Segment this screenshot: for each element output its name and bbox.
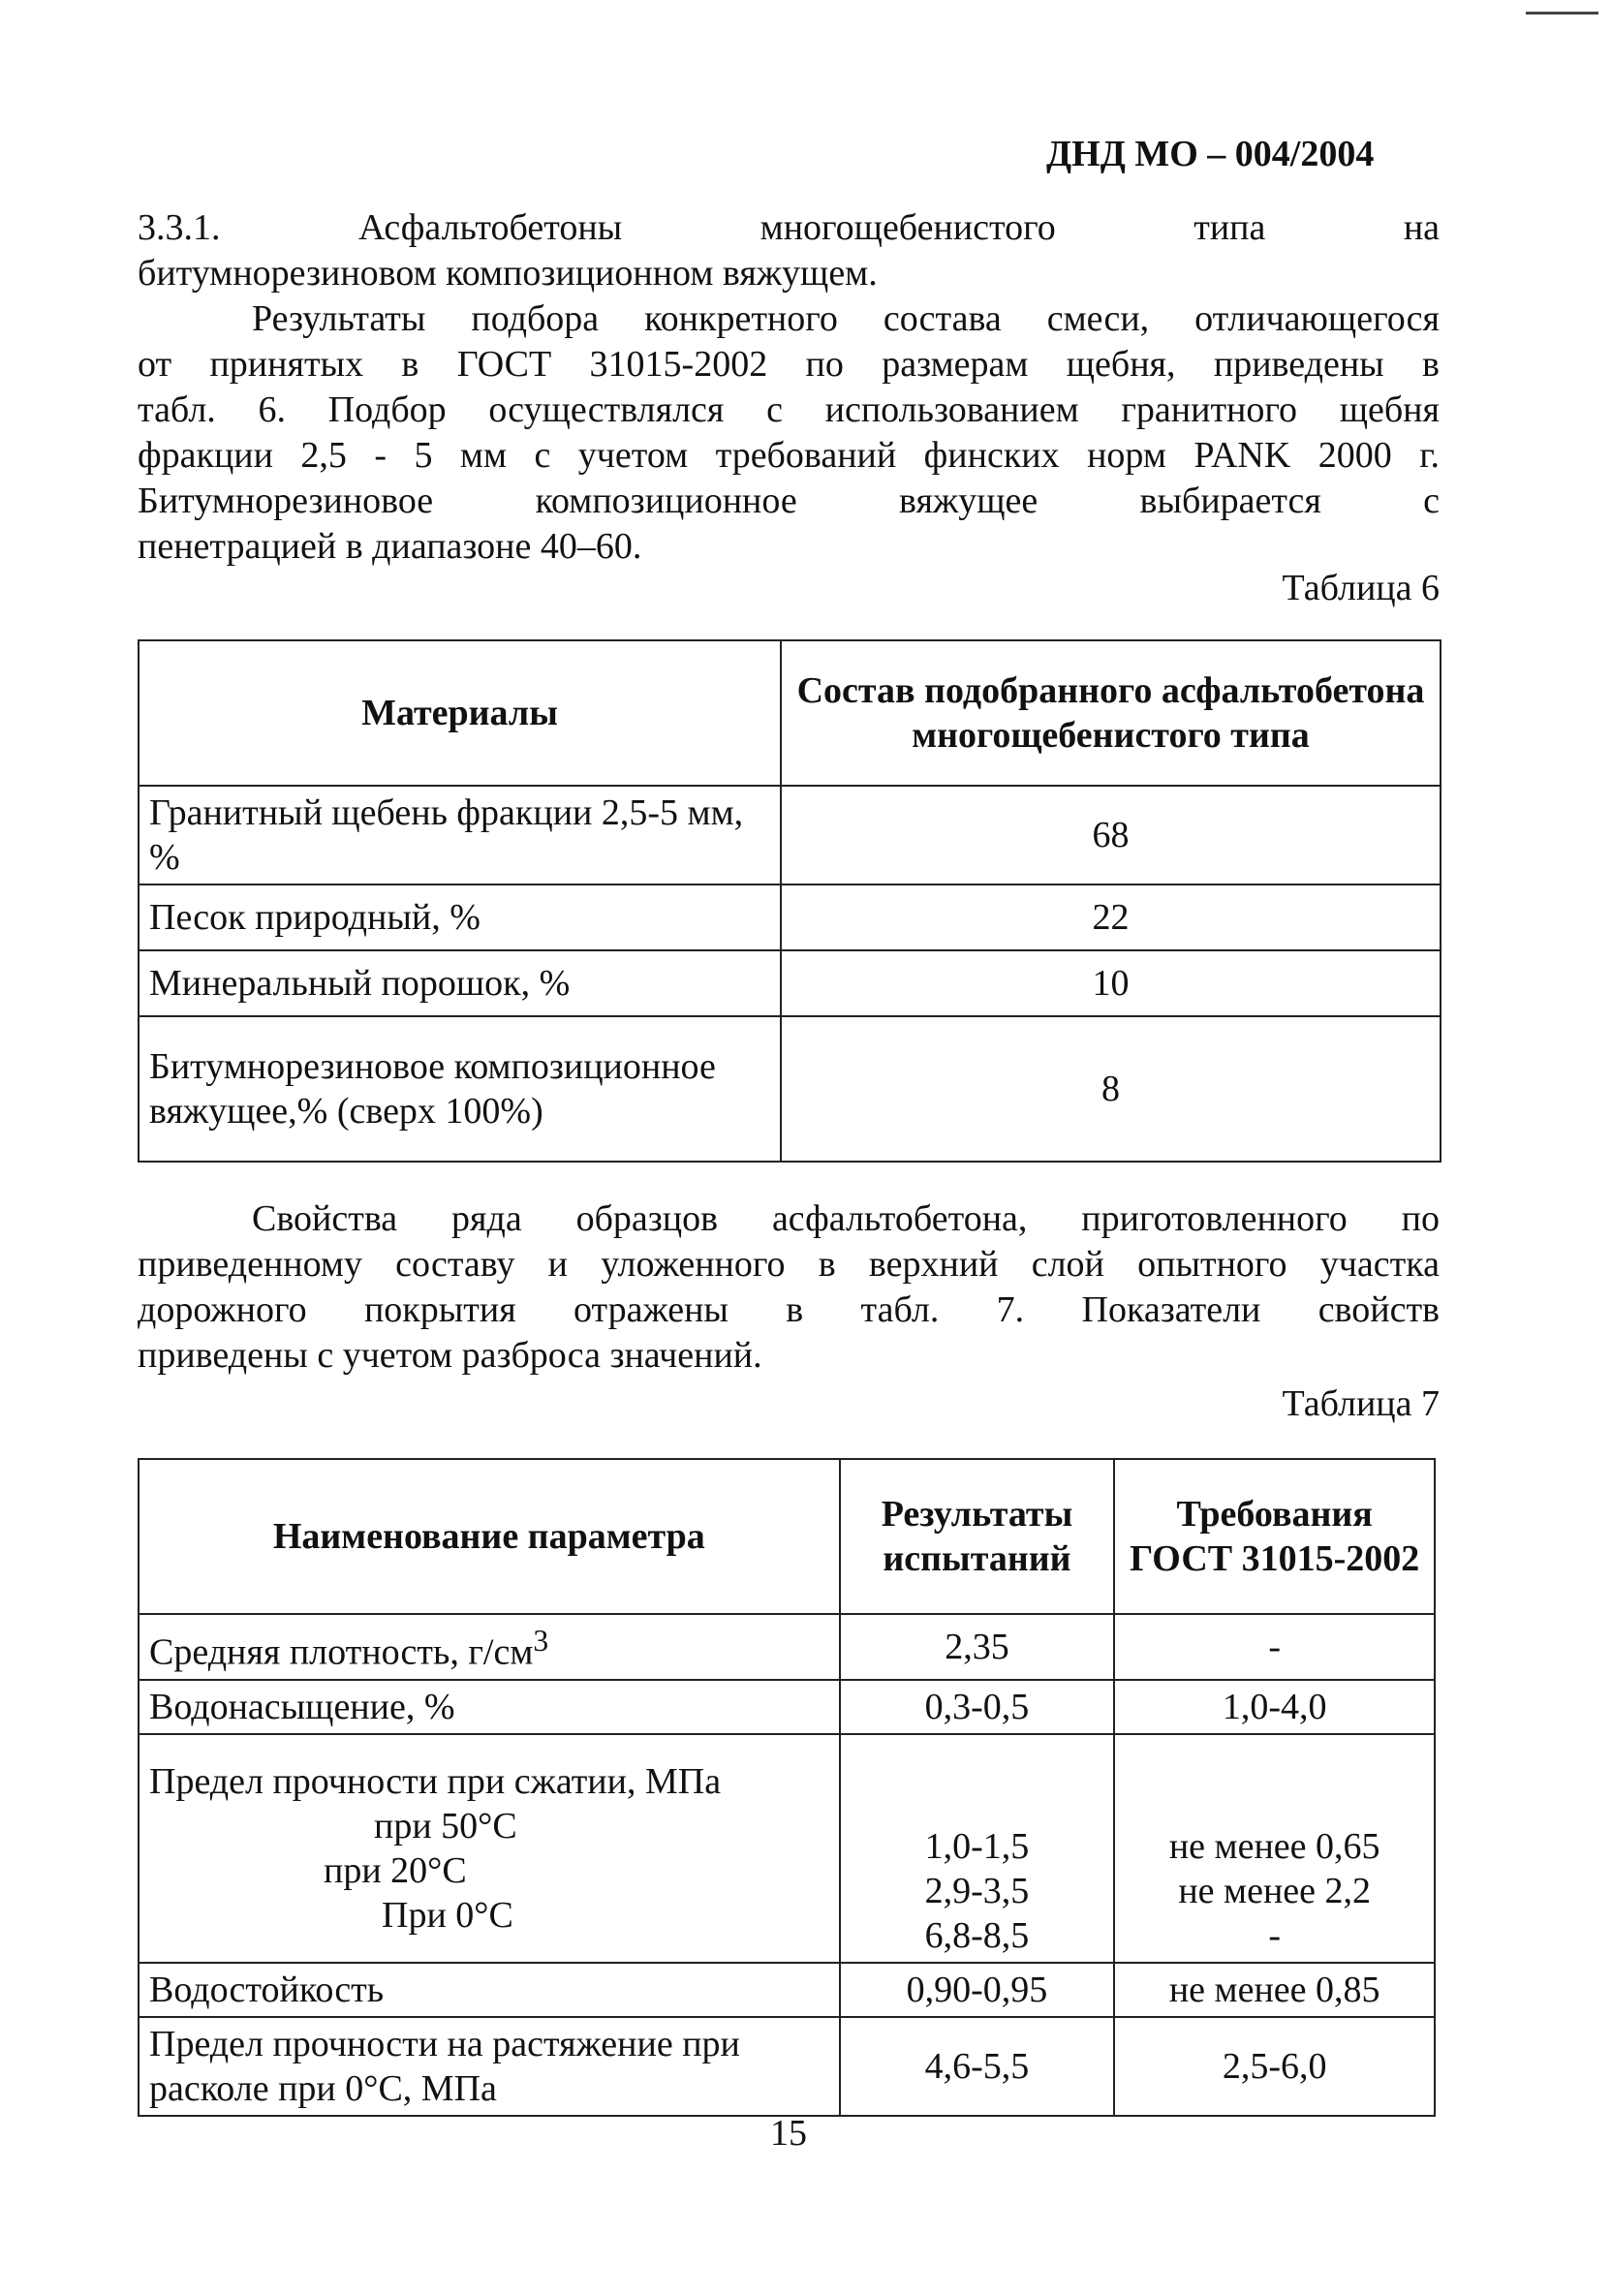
result-cell: 1,0-1,5 2,9-3,5 6,8-8,5 (840, 1734, 1115, 1963)
heading-word: на (1403, 207, 1441, 248)
paragraph-line: пенетрацией в диапазоне 40–60. (138, 526, 642, 567)
result-cell: 4,6-5,5 (840, 2017, 1115, 2116)
column-header-materials: Материалы (139, 640, 781, 786)
section-heading (138, 205, 1440, 296)
table7-properties (138, 1458, 1436, 2117)
paragraph-line: Битумнорезиновое композиционное вяжущее выбирается с (138, 481, 1440, 521)
table-header-row (139, 640, 1441, 786)
paragraph-table6-intro (138, 296, 1440, 570)
value-cell: 10 (781, 950, 1441, 1016)
subparameter-label: при 20°С (324, 1849, 467, 1891)
paragraph-line: Свойства ряда образцов асфальтобетона, приготовленного по (252, 1198, 1440, 1239)
heading-word: типа (1194, 207, 1266, 248)
parameter-cell: Водостойкость (139, 1963, 840, 2017)
paragraph-line: дорожного покрытия отражены в табл. 7. Показатели свойств (138, 1289, 1440, 1330)
requirement-cell: - (1114, 1614, 1435, 1680)
table-row (139, 1734, 1435, 1963)
value-cell: 22 (781, 884, 1441, 950)
table-row (139, 1016, 1441, 1162)
material-cell: Гранитный щебень фракции 2,5-5 мм, % (139, 786, 781, 884)
value-cell: 68 (781, 786, 1441, 884)
paragraph-line: приведенному составу и уложенного в верхний слой опытного участка (138, 1244, 1440, 1285)
parameter-cell: Средняя плотность, $г/см^3$ (139, 1614, 840, 1680)
paragraph-line: от принятых в ГОСТ 31015-2002 по размерам щебня, приведены в (138, 344, 1440, 385)
table7-caption: Таблица 7 (1282, 1383, 1440, 1424)
table-row (139, 1680, 1435, 1734)
column-header-requirements: Требования ГОСТ 31015-2002 (1114, 1459, 1435, 1614)
column-header-parameter: Наименование параметра (139, 1459, 840, 1614)
document-code: ДНД МО – 004/2004 (1046, 134, 1375, 174)
parameter-cell: Водонасыщение, % (139, 1680, 840, 1734)
requirement-cell: не менее 0,85 (1114, 1963, 1435, 2017)
page-number: 15 (770, 2113, 807, 2154)
parameter-label: Предел прочности при сжатии, МПа (149, 1760, 722, 1802)
table-row (139, 786, 1441, 884)
table-row (139, 1614, 1435, 1680)
result-cell: 0,3-0,5 (840, 1680, 1115, 1734)
paragraph-line: приведены с учетом разброса значений. (138, 1335, 762, 1376)
subparameter-label: при 50°С (374, 1805, 517, 1846)
paragraph-table7-intro (138, 1196, 1440, 1379)
parameter-cell: Предел прочности на растяжение при расколе при 0°С, МПа (139, 2017, 840, 2116)
result-cell: 0,90-0,95 (840, 1963, 1115, 2017)
requirement-cell: 1,0-4,0 (1114, 1680, 1435, 1734)
material-cell: Минеральный порошок, % (139, 950, 781, 1016)
table-row (139, 884, 1441, 950)
table6-mix-composition (138, 639, 1442, 1163)
subparameter-label: При 0°С (382, 1894, 513, 1936)
section-heading-line-1 (138, 205, 1440, 251)
table-row (139, 2017, 1435, 2116)
material-cell: Песок природный, % (139, 884, 781, 950)
paragraph-line: табл. 6. Подбор осуществлялся с использованием гранитного щебня (138, 389, 1440, 430)
requirement-cell: не менее 0,65 не менее 2,2 - (1114, 1734, 1435, 1963)
heading-word: многощебенистого (760, 207, 1056, 248)
table-row (139, 1963, 1435, 2017)
heading-word: Асфальтобетоны (357, 207, 623, 248)
paragraph-line: Результаты подбора конкретного состава смеси, отличающегося (252, 298, 1440, 339)
column-header-results: Результаты испытаний (840, 1459, 1115, 1614)
result-cell: 2,35 (840, 1614, 1115, 1680)
table6-caption: Таблица 6 (1282, 568, 1440, 608)
table-row (139, 950, 1441, 1016)
value-cell: 8 (781, 1016, 1441, 1162)
paragraph-line: фракции 2,5 - 5 мм с учетом требований финских норм PANK 2000 г. (138, 435, 1440, 476)
section-heading-line-2: битумнорезиновом композиционном вяжущем. (138, 253, 878, 294)
scan-corner-mark (1526, 12, 1598, 15)
column-header-composition: Состав подобранного асфальтобетона многощебенистого типа (781, 640, 1441, 786)
section-number: 3.3.1. (138, 207, 221, 248)
material-cell: Битумнорезиновое композиционное вяжущее,% (сверх 100%) (139, 1016, 781, 1162)
superscript: 3 (533, 1624, 549, 1658)
table-header-row (139, 1459, 1435, 1614)
parameter-cell (139, 1734, 840, 1963)
requirement-cell: 2,5-6,0 (1114, 2017, 1435, 2116)
